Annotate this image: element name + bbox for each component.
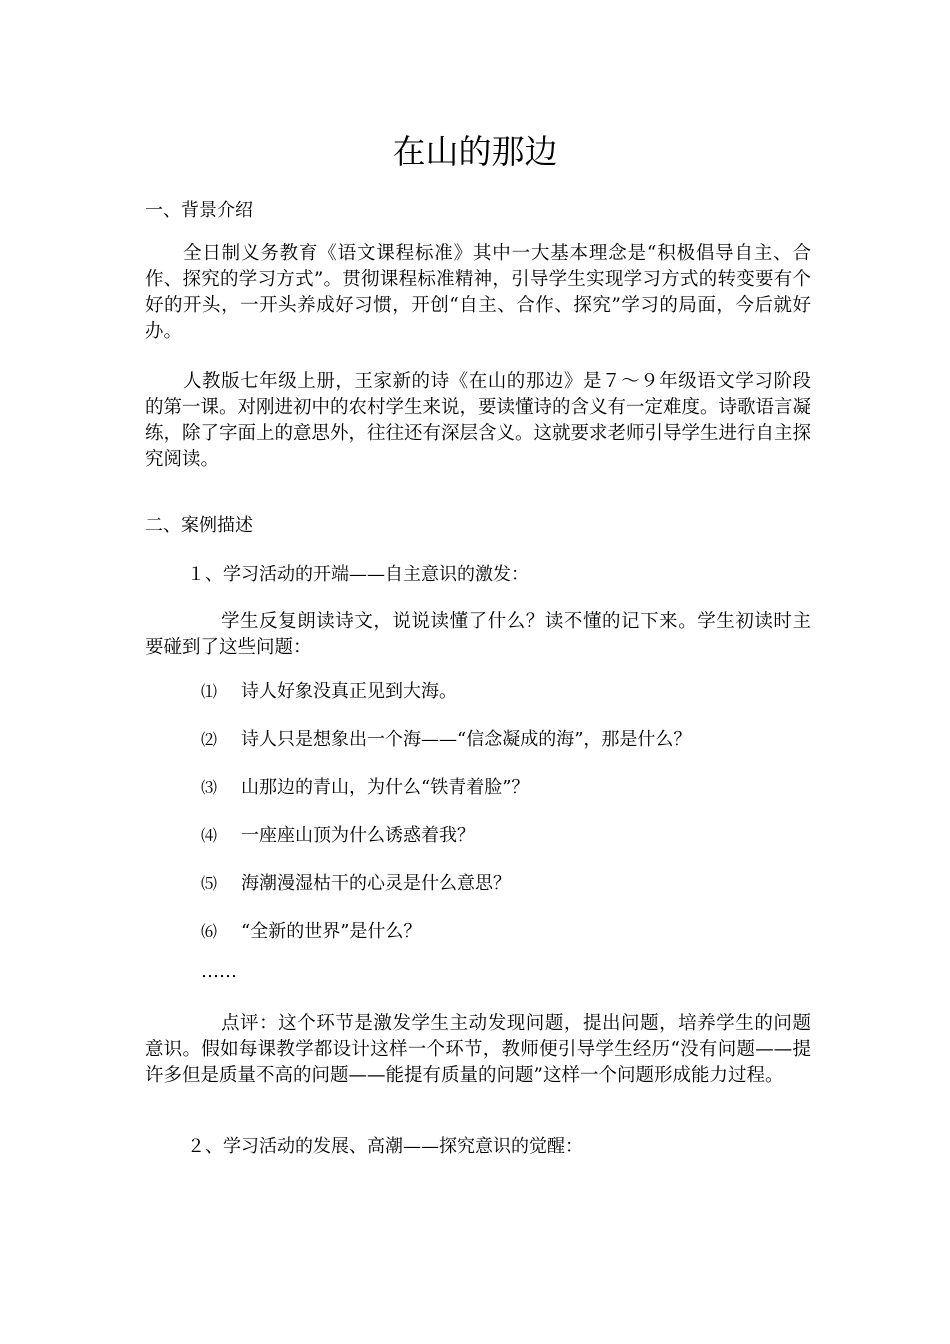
section-heading-background: 一、背景介绍 — [145, 200, 253, 221]
subheading-activity-start: １、学习活动的开端——自主意识的激发： — [187, 564, 529, 585]
list-item — [201, 680, 691, 728]
background-paragraph-2: 人教版七年级上册，王家新的诗《在山的那边》是７～９年级语文学习阶段的第一课。对刚进初中的农村学生来说，要读懂诗的含义有一定难度。诗歌语言凝练，除了字面上的意思外，往往还有深层含义。这就要求老师引导学生进行自主探究阅读。 — [145, 371, 812, 470]
question-number: ⑶ — [201, 778, 218, 797]
question-list — [201, 680, 691, 968]
question-number: ⑸ — [201, 874, 218, 893]
question-number: ⑹ — [201, 922, 218, 941]
list-item — [201, 728, 691, 776]
section-heading-case: 二、案例描述 — [145, 515, 253, 536]
question-number: ⑴ — [201, 682, 218, 701]
list-item — [201, 872, 691, 920]
question-text: 一座座山顶为什么诱惑着我？ — [241, 825, 475, 846]
question-text: 诗人好象没真正见到大海。 — [241, 681, 457, 702]
question-text: 诗人只是想象出一个海——“信念凝成的海”，那是什么？ — [241, 729, 692, 750]
subheading-activity-development: ２、学习活动的发展、高潮——探究意识的觉醒： — [187, 1136, 583, 1157]
comment-paragraph: 点评：这个环节是激发学生主动发现问题，提出问题，培养学生的问题意识。假如每课教学都设计这样一个环节，教师便引导学生经历“没有问题——提许多但是质量不高的问题——能提有质量的问题”这样一个问题形成能力过程。 — [145, 1013, 811, 1086]
background-paragraph-1: 全日制义务教育《语文课程标准》其中一大基本理念是“积极倡导自主、合作、探究的学习方式”。贯彻课程标准精神，引导学生实现学习方式的转变要有个好的开头，一开头养成好习惯，开创“自主、合作、探究”学习的局面，今后就好办。 — [145, 243, 811, 342]
question-number: ⑵ — [201, 730, 218, 749]
question-text: “全新的世界”是什么？ — [241, 921, 422, 942]
question-text: 山那边的青山，为什么“铁青着脸”？ — [241, 777, 530, 798]
question-text: 海潮漫湿枯干的心灵是什么意思？ — [241, 873, 511, 894]
list-item — [201, 920, 691, 968]
list-ellipsis: …… — [201, 961, 237, 982]
list-item — [201, 824, 691, 872]
list-item — [201, 776, 691, 824]
question-number: ⑷ — [201, 826, 218, 845]
activity-intro-paragraph: 学生反复朗读诗文，说说读懂了什么？读不懂的记下来。学生初读时主要碰到了这些问题： — [145, 611, 811, 658]
document-title: 在山的那边 — [392, 132, 558, 171]
